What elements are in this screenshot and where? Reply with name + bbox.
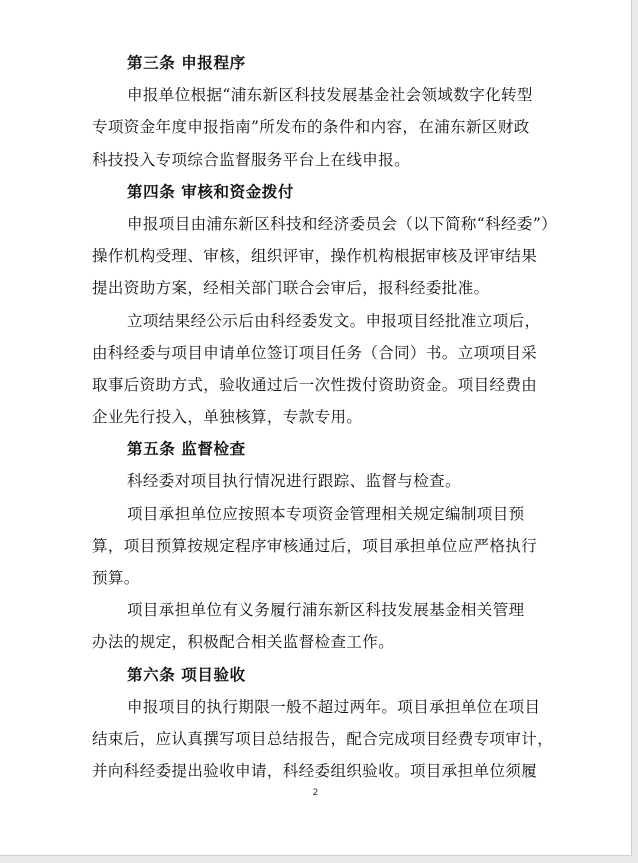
section-6-heading: 第六条 项目验收 bbox=[127, 665, 246, 684]
paragraph-line: 提出资助方案，经相关部门联合会审后，报科经委批准。 bbox=[92, 279, 490, 298]
paragraph-line: 科经委对项目执行情况进行跟踪、监督与检查。 bbox=[127, 472, 461, 491]
section-5-heading: 第五条 监督检查 bbox=[127, 440, 246, 459]
paragraph-line: 项目承担单位应按照本专项资金管理相关规定编制项目预 bbox=[127, 504, 525, 523]
paragraph-line: 办法的规定，积极配合相关监督检查工作。 bbox=[92, 633, 395, 652]
paragraph-line: 申报项目的执行期限一般不超过两年。项目承担单位在项目 bbox=[127, 697, 541, 716]
paragraph-line: 专项资金年度申报指南”所发布的条件和内容，在浦东新区财政 bbox=[92, 118, 530, 137]
section-3-heading: 第三条 申报程序 bbox=[127, 54, 246, 72]
paragraph-line: 立项结果经公示后由科经委发文。申报项目经批准立项后， bbox=[127, 311, 541, 330]
paragraph-line: 取事后资助方式，验收通过后一次性拨付资助资金。项目经费由 bbox=[92, 375, 538, 394]
paragraph-line: 项目承担单位有义务履行浦东新区科技发展基金相关管理 bbox=[127, 601, 525, 620]
paragraph-line: 申报项目由浦东新区科技和经济委员会（以下简称“科经委”） bbox=[127, 214, 558, 233]
paragraph-line: 结束后，应认真撰写项目总结报告，配合完成项目经费专项审计， bbox=[92, 729, 554, 748]
paragraph-line: 由科经委与项目申请单位签订项目任务（合同）书。立项项目采 bbox=[92, 343, 538, 362]
paragraph-line: 预算。 bbox=[92, 569, 140, 587]
document-body bbox=[92, 47, 558, 787]
section-4-heading: 第四条 审核和资金拨付 bbox=[127, 182, 294, 201]
paragraph-line: 并向科经委提出验收申请，科经委组织验收。项目承担单位须履 bbox=[92, 762, 538, 781]
paragraph-line: 企业先行投入，单独核算，专款专用。 bbox=[92, 408, 363, 427]
paragraph-line: 科技投入专项综合监督服务平台上在线申报。 bbox=[92, 150, 411, 169]
page-number: 2 bbox=[312, 788, 319, 798]
paragraph-line: 操作机构受理、审核，组织评审，操作机构根据审核及评审结果 bbox=[92, 247, 538, 266]
paragraph-line: 申报单位根据“浦东新区科技发展基金社会领域数字化转型 bbox=[127, 86, 533, 105]
paragraph-line: 算，项目预算按规定程序审核通过后，项目承担单位应严格执行 bbox=[92, 536, 538, 555]
